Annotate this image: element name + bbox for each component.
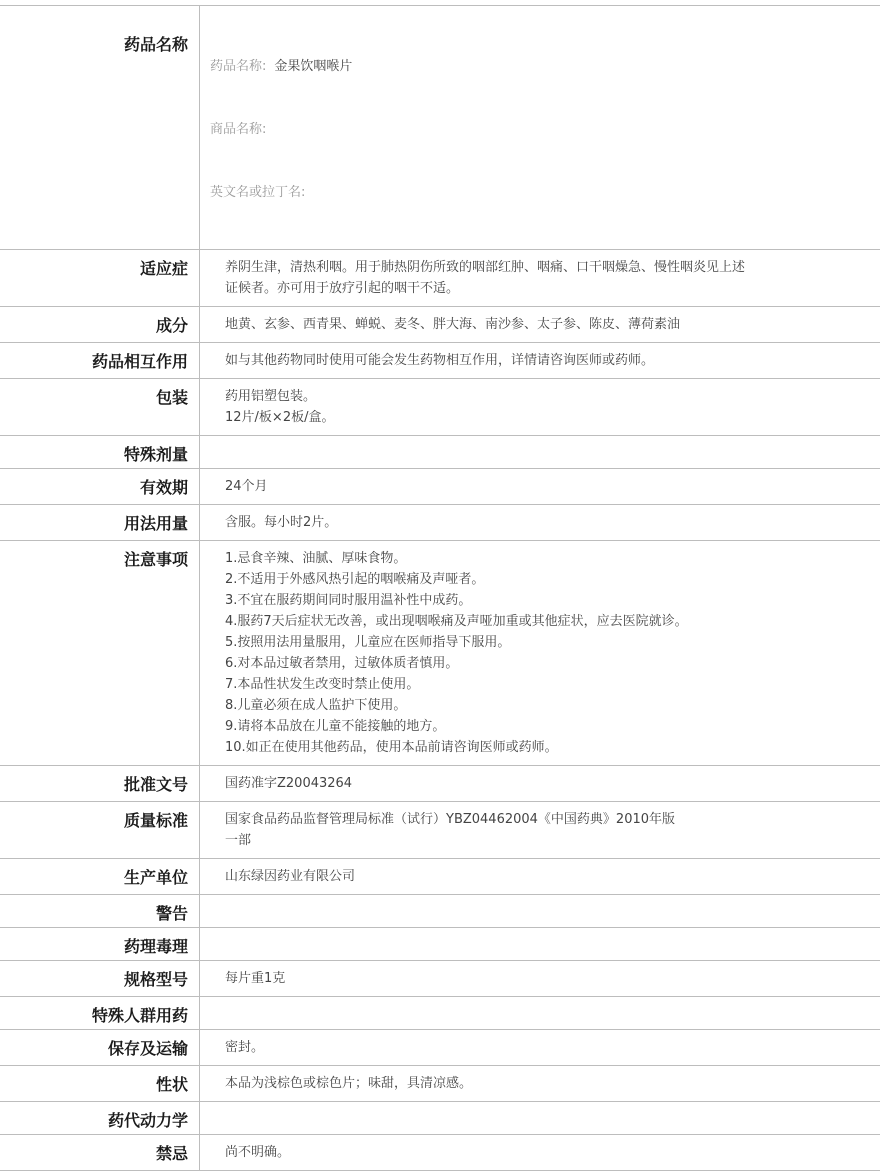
english-name-line	[210, 182, 880, 203]
row-value	[200, 6, 880, 249]
row-label: 禁忌	[0, 1135, 200, 1170]
info-row	[0, 1066, 880, 1102]
info-row	[0, 505, 880, 541]
row-label: 成分	[0, 307, 200, 342]
row-drug-name	[0, 6, 880, 250]
row-value: 24个月	[225, 479, 268, 494]
info-row	[0, 802, 880, 859]
row-label: 适应症	[0, 250, 200, 306]
info-row	[0, 250, 880, 307]
row-label: 性状	[0, 1066, 200, 1101]
row-label: 批准文号	[0, 766, 200, 801]
row-label: 有效期	[0, 469, 200, 504]
generic-name-key: 药品名称:	[210, 59, 267, 74]
info-row	[0, 1030, 880, 1066]
row-label: 特殊人群用药	[0, 997, 200, 1029]
row-value: 1.忌食辛辣、油腻、厚味食物。 2.不适用于外感风热引起的咽喉痛及声哑者。 3.不宜在服药期间同时服用温补性中成药。 4.服药7天后症状无改善，或出现咽喉痛及声哑加重或其他症状，应去医院就诊。 5.按照用法用量服用，儿童应在医师指导下服用。 6.对本品过敏者禁用，过敏体质者慎用。 7.本品性状发生改变时禁止使用。 8.儿童必须在成人监护下使用。 9.请将本品放在儿童不能接触的地方。 10.如正在使用其他药品，使用本品前请咨询医师或药师。	[225, 551, 688, 755]
row-label: 规格型号	[0, 961, 200, 996]
info-row	[0, 961, 880, 997]
trade-name-key: 商品名称:	[210, 122, 267, 137]
row-value: 地黄、玄参、西青果、蝉蜕、麦冬、胖大海、南沙参、太子参、陈皮、薄荷素油	[225, 317, 681, 332]
info-row	[0, 1102, 880, 1135]
row-value: 含服。每小时2片。	[225, 515, 338, 530]
info-row	[0, 343, 880, 379]
info-row	[0, 997, 880, 1030]
row-value: 国家食品药品监督管理局标准（试行）YBZ04462004《中国药典》2010年版 一部	[225, 812, 676, 848]
english-name-key: 英文名或拉丁名:	[210, 185, 306, 200]
row-value: 药用铝塑包装。 12片/板×2板/盒。	[225, 389, 335, 425]
info-row	[0, 436, 880, 469]
row-value	[200, 1102, 880, 1134]
row-value: 本品为浅棕色或棕色片；味甜，具清凉感。	[225, 1076, 473, 1091]
info-row	[0, 928, 880, 961]
row-label: 生产单位	[0, 859, 200, 894]
info-row	[0, 859, 880, 895]
info-row	[0, 307, 880, 343]
row-label: 用法用量	[0, 505, 200, 540]
row-label: 警告	[0, 895, 200, 927]
generic-name-line	[210, 56, 880, 77]
row-label: 质量标准	[0, 802, 200, 858]
info-row	[0, 766, 880, 802]
info-row	[0, 895, 880, 928]
row-value: 如与其他药物同时使用可能会发生药物相互作用，详情请咨询医师或药师。	[225, 353, 655, 368]
row-value	[200, 436, 880, 468]
row-value: 养阴生津，清热利咽。用于肺热阴伤所致的咽部红肿、咽痛、口干咽燥急、慢性咽炎见上述 证候者。亦可用于放疗引起的咽干不适。	[225, 260, 746, 296]
drug-info-table	[0, 5, 880, 1171]
info-row	[0, 1135, 880, 1171]
info-row	[0, 469, 880, 505]
row-value: 密封。	[225, 1040, 265, 1055]
row-label: 药理毒理	[0, 928, 200, 960]
row-value	[200, 928, 880, 960]
row-value: 山东绿因药业有限公司	[225, 869, 356, 884]
row-label: 药品名称	[0, 6, 200, 249]
row-label: 药代动力学	[0, 1102, 200, 1134]
row-value: 尚不明确。	[225, 1145, 291, 1160]
row-value	[200, 997, 880, 1029]
trade-name-line	[210, 119, 880, 140]
row-label: 注意事项	[0, 541, 200, 765]
info-rows	[0, 250, 880, 1171]
generic-name-value: 金果饮咽喉片	[274, 59, 353, 74]
row-label: 药品相互作用	[0, 343, 200, 378]
info-row	[0, 379, 880, 436]
row-label: 保存及运输	[0, 1030, 200, 1065]
info-row	[0, 541, 880, 766]
row-label: 特殊剂量	[0, 436, 200, 468]
row-value: 每片重1克	[225, 971, 286, 986]
row-label: 包装	[0, 379, 200, 435]
row-value	[200, 895, 880, 927]
row-value: 国药准字Z20043264	[225, 776, 353, 791]
